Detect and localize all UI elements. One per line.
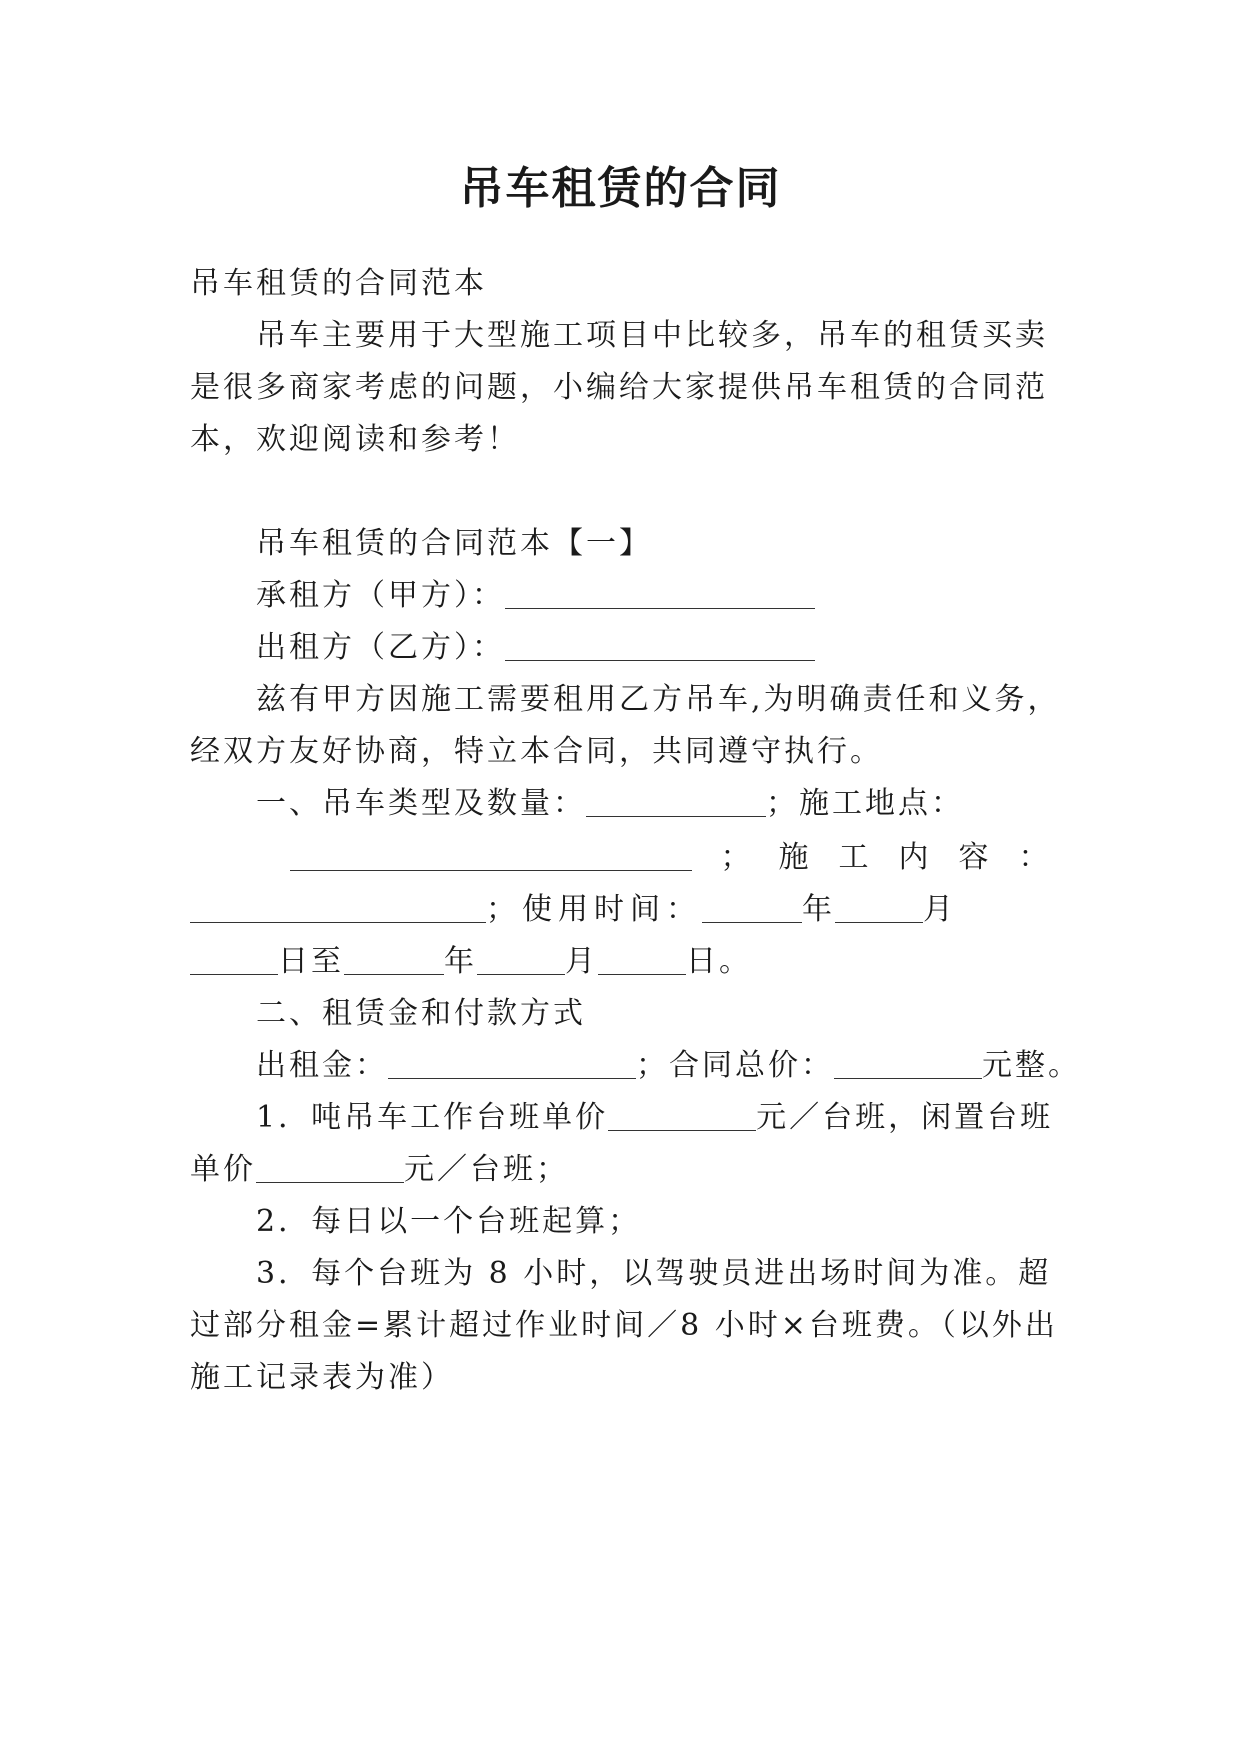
content-label: 施工内容： <box>778 840 1079 875</box>
preamble-line-1: 兹有甲方因施工需要租用乙方吊车,为明确责任和义务， <box>256 682 1061 717</box>
intro-line-1: 吊车主要用于大型施工项目中比较多，吊车的租赁买卖 <box>256 318 1048 353</box>
document-title: 吊车租赁的合同 <box>459 163 782 214</box>
total-label: ；合同总价： <box>636 1048 834 1083</box>
clause2-item2: 2．每日以一个台班起算； <box>256 1204 642 1239</box>
lessor-line <box>256 619 1050 677</box>
clause2-rent-line <box>256 1037 1081 1095</box>
unit-price-label: 1．吨吊车工作台班单价 <box>256 1100 609 1135</box>
intro-line-3: 本，欢迎阅读和参考！ <box>190 422 520 457</box>
start-year-label: 年 <box>802 892 835 927</box>
lessee-blank <box>505 572 815 609</box>
site-sep: ； <box>720 840 779 875</box>
crane-type-label: 一、吊车类型及数量： <box>256 786 586 821</box>
idle-unit-label: 单价 <box>190 1152 256 1187</box>
idle-price-label: 元／台班，闲置台班 <box>756 1100 1054 1135</box>
clause1-line-2 <box>290 829 1079 887</box>
rent-label: 出租金： <box>256 1048 388 1083</box>
site-label: ；施工地点： <box>766 786 964 821</box>
preamble-line-2: 经双方友好协商，特立本合同，共同遵守执行。 <box>190 734 883 769</box>
end-day-blank <box>598 938 686 975</box>
clause1-line-3 <box>190 881 1050 939</box>
end-year-blank <box>344 938 444 975</box>
document-subtitle: 吊车租赁的合同范本 <box>190 266 487 301</box>
content-blank <box>190 886 486 923</box>
clause2-item3-line-2: 过部分租金=累计超过作业时间／8 小时×台班费。（以外出 <box>190 1308 1058 1343</box>
start-month-label: 月 <box>923 892 956 927</box>
rent-blank <box>388 1042 636 1079</box>
time-label: ；使用时间： <box>486 892 702 927</box>
end-month-label: 月 <box>565 944 598 979</box>
start-year-blank <box>702 886 802 923</box>
end-month-blank <box>477 938 565 975</box>
start-month-blank <box>835 886 923 923</box>
clause2-heading: 二、租赁金和付款方式 <box>256 996 586 1031</box>
idle-price-blank <box>256 1146 404 1183</box>
lessee-line <box>256 567 1050 625</box>
intro-line-2: 是很多商家考虑的问题，小编给大家提供吊车租赁的合同范 <box>190 370 1048 405</box>
idle-unit-suffix: 元／台班； <box>404 1152 569 1187</box>
start-day-blank <box>190 938 278 975</box>
lessor-label: 出租方（乙方）： <box>256 630 505 665</box>
start-day-label: 日至 <box>278 944 344 979</box>
section-heading: 吊车租赁的合同范本【一】 <box>256 526 652 561</box>
end-year-label: 年 <box>444 944 477 979</box>
crane-type-blank <box>586 780 766 817</box>
clause2-item1-cont <box>190 1141 1050 1199</box>
lessor-blank <box>505 624 815 661</box>
clause2-item3-line-1: 3．每个台班为 8 小时，以驾驶员进出场时间为准。超 <box>256 1256 1052 1291</box>
total-suffix: 元整。 <box>982 1048 1081 1083</box>
total-blank <box>834 1042 982 1079</box>
clause2-item3-line-3: 施工记录表为准） <box>190 1360 454 1395</box>
end-day-label: 日。 <box>686 944 752 979</box>
clause1-line-1 <box>256 775 1050 833</box>
clause2-item1-line <box>256 1089 1054 1147</box>
site-blank <box>290 834 692 871</box>
clause1-line-4 <box>190 933 1050 991</box>
lessee-label: 承租方（甲方）： <box>256 578 505 613</box>
unit-price-blank <box>608 1094 756 1131</box>
